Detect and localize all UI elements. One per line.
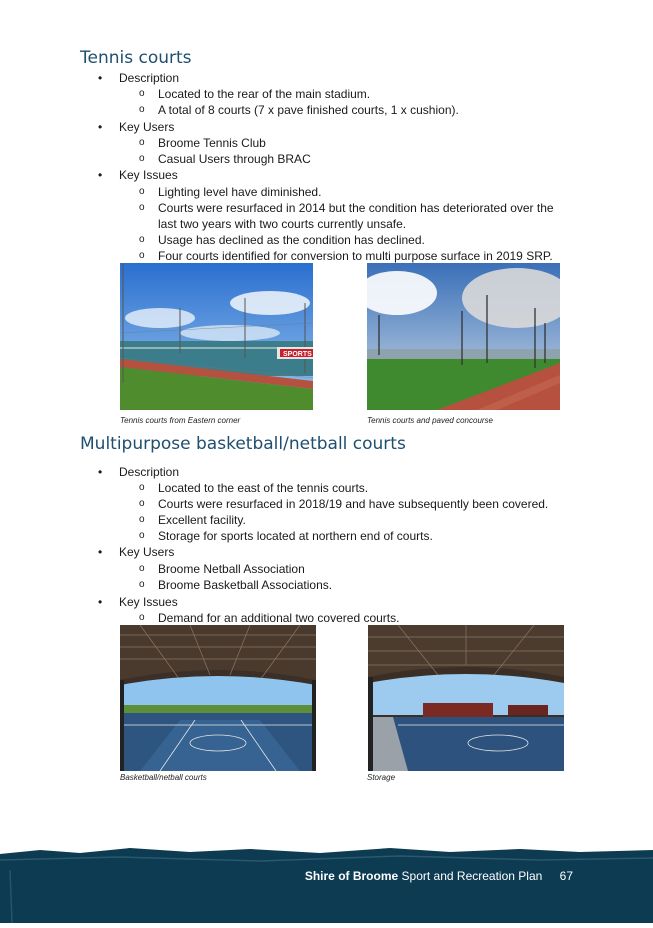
section-title-multipurpose: Multipurpose basketball/netball courts (80, 434, 406, 454)
list-item: o A total of 8 courts (7 x pave finished courts, 1 x cushion). (158, 102, 568, 118)
list-item: o Casual Users through BRAC (158, 151, 568, 167)
list-item: o Excellent facility. (158, 512, 568, 528)
bullet-issues-label: • Key Issues (119, 595, 178, 610)
list-item: o Located to the rear of the main stadium. (158, 86, 568, 102)
list-item: o Usage has declined as the condition has declined. (158, 232, 568, 248)
footer-doc: Sport and Recreation Plan (398, 869, 543, 883)
photo-tennis-eastern-corner (120, 263, 313, 410)
bullet-description-label: • Description (119, 71, 179, 86)
photo-basketball-courts (120, 625, 316, 771)
list-item: o Lighting level have diminished. (158, 184, 568, 200)
caption-photo-2: Tennis courts and paved concourse (367, 416, 494, 425)
page-number: 67 (559, 869, 573, 883)
caption-photo-1: Tennis courts from Eastern corner (120, 416, 241, 425)
list-item: o Demand for an additional two covered courts. (158, 610, 568, 626)
list-item: o Broome Tennis Club (158, 135, 568, 151)
footer-org: Shire of Broome (304, 869, 399, 883)
photo-tennis-concourse (367, 263, 560, 410)
bullet-users-label: • Key Users (119, 545, 174, 560)
bullet-description-label: • Description (119, 465, 179, 480)
bullet-users-label: • Key Users (119, 120, 174, 135)
list-item: o Four courts identified for conversion to multi purpose surface in 2019 SRP. (158, 248, 568, 264)
caption-photo-3: Basketball/netball courts (120, 773, 207, 782)
list-item: o Located to the east of the tennis courts. (158, 480, 568, 496)
photo-storage (368, 625, 564, 771)
bullet-issues-label: • Key Issues (119, 168, 178, 183)
list-item: o Storage for sports located at northern end of courts. (158, 528, 568, 544)
caption-photo-4: Storage (367, 773, 396, 782)
section-title-tennis: Tennis courts (80, 48, 192, 68)
list-item: o Courts were resurfaced in 2014 but the condition has deteriorated over the last two years with two courts currently unsafe. (158, 200, 568, 232)
list-item: o Courts were resurfaced in 2018/19 and have subsequently been covered. (158, 496, 568, 512)
list-item: o Broome Netball Association (158, 561, 568, 577)
footer-text (305, 869, 573, 883)
list-item: o Broome Basketball Associations. (158, 577, 568, 593)
sign-text: SPORTS (283, 351, 312, 358)
